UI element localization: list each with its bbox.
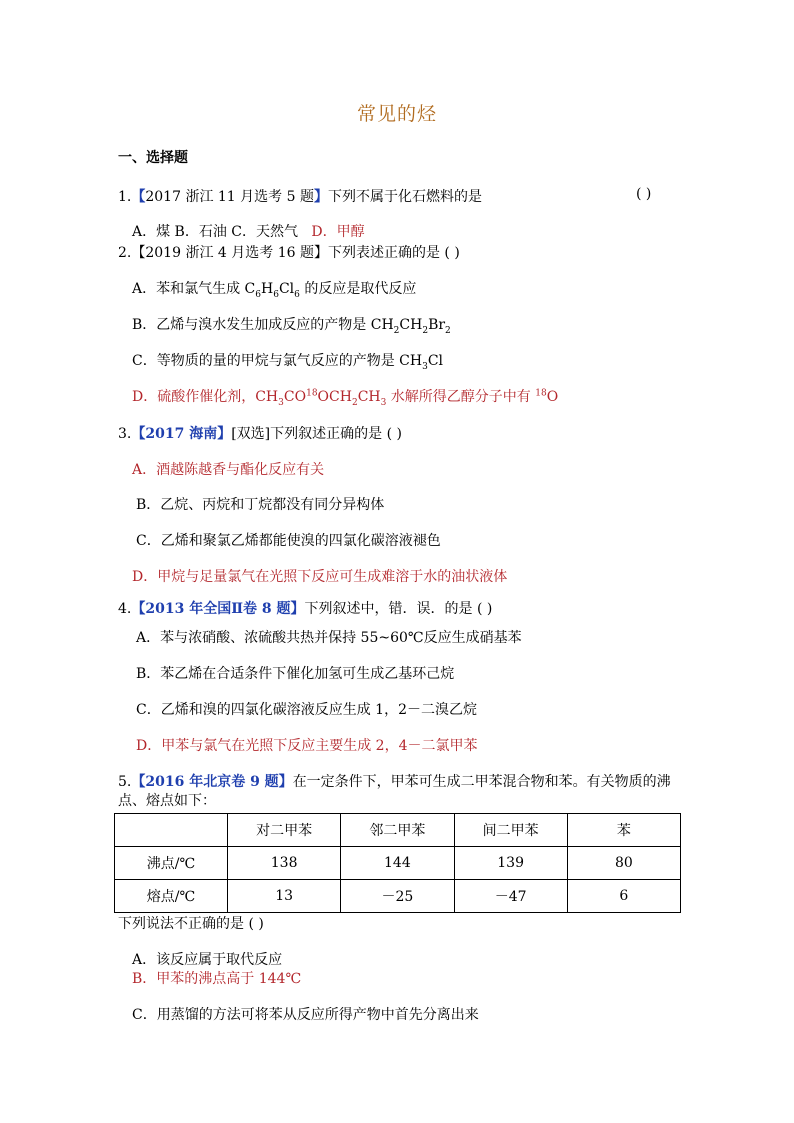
question-source-tag: 【2017 浙江 11 月选考 5 题】 [131,189,328,205]
question-1-options [132,221,365,241]
option-c: C．用蒸馏的方法可将苯从反应所得产物中首先分离出来 [132,1007,479,1023]
option-c: C．等物质的量的甲烷与氯气反应的产物是 $CH_3Cl$ [132,353,444,372]
table-cell: 沸点/℃ [115,847,228,880]
table-cell: 13 [228,880,341,913]
option-c: C．乙烯和溴的四氯化碳溶液反应生成 1，2－二溴乙烷 [136,702,477,718]
option-d-answer: D．甲苯与氯气在光照下反应主要生成 2，4－二氯甲苯 [136,738,478,754]
answer-blank: ( ) [636,186,652,202]
table-cell: 6 [567,880,680,913]
table-cell: 138 [228,847,341,880]
table-row [115,880,681,913]
table-header-cell: 对二甲苯 [228,814,341,847]
table-cell: 144 [341,847,454,880]
table-header-cell: 邻二甲苯 [341,814,454,847]
question-5 [118,771,671,791]
option-b: B．乙烷、丙烷和丁烷都没有同分异构体 [136,497,385,513]
table-cell: －47 [454,880,567,913]
table-cell: 139 [454,847,567,880]
question-text: 下列表述正确的是 ( ) [327,245,460,261]
option-abc: A．煤 B．石油 C．天然气 [132,224,299,240]
option-b: B．乙烯与溴水发生加成反应的产物是 $CH_2CH_2Br_2$ [132,317,451,336]
option-d-answer: D．硫酸作催化剂，$CH_3CO^{18}OCH_2CH_3$ 水解所得乙醇分子中有 $^{18}$O [132,388,559,408]
option-b: B．苯乙烯在合适条件下催化加氢可生成乙基环己烷 [136,666,455,682]
question-3 [118,423,402,443]
option-a: A．苯与浓硝酸、浓硫酸共热并保持 55~60℃反应生成硝基苯 [136,630,522,646]
option-d-answer: D．甲烷与足量氯气在光照下反应可生成难溶于水的油状液体 [132,569,508,585]
table-header-cell [115,814,228,847]
table-cell: 熔点/℃ [115,880,228,913]
question-2 [118,242,460,262]
page-title: 常见的烃 [356,103,437,125]
question-1 [118,186,482,206]
question-text: [双选]下列叙述正确的是 ( ) [231,426,402,442]
question-source-tag: 【2013 年全国Ⅱ卷 8 题】 [131,601,305,617]
question-number: 2. [118,245,132,261]
table-cell: －25 [341,880,454,913]
option-a-answer: A．酒越陈越香与酯化反应有关 [132,462,325,478]
question-5-prompt: 下列说法不正确的是 ( ) [118,916,264,932]
option-c: C．乙烯和聚氯乙烯都能使溴的四氯化碳溶液褪色 [136,533,441,549]
option-d-answer: D．甲醇 [311,224,365,240]
table-header-cell: 间二甲苯 [454,814,567,847]
table-cell: 80 [567,847,680,880]
option-a: A．该反应属于取代反应 [132,952,283,968]
option-b-answer: B．甲苯的沸点高于 144℃ [132,971,302,987]
question-text: 下列不属于化石燃料的是 [327,189,482,205]
question-source-tag: 【2016 年北京卷 9 题】 [131,774,293,790]
question-number: 1. [118,189,132,205]
question-text: 下列叙述中，错．误．的是 ( ) [304,601,493,617]
table-row [115,847,681,880]
question-4 [118,598,492,618]
question-source-tag: 【2019 浙江 4 月选考 16 题】 [131,245,328,261]
section-heading: 一、选择题 [118,150,188,166]
question-source-tag: 【2017 海南】 [131,426,232,442]
table-header-cell: 苯 [567,814,680,847]
option-a: A．苯和氯气生成 $C_6H_6Cl_6$ 的反应是取代反应 [132,281,417,300]
question-text-continued: 点、熔点如下： [118,793,216,809]
question-number: 5. [118,774,132,790]
question-number: 4. [118,601,132,617]
properties-table [114,813,681,913]
question-text: 在一定条件下，甲苯可生成二甲苯混合物和苯。有关物质的沸 [292,774,671,790]
question-number: 3. [118,426,132,442]
table-header-row [115,814,681,847]
